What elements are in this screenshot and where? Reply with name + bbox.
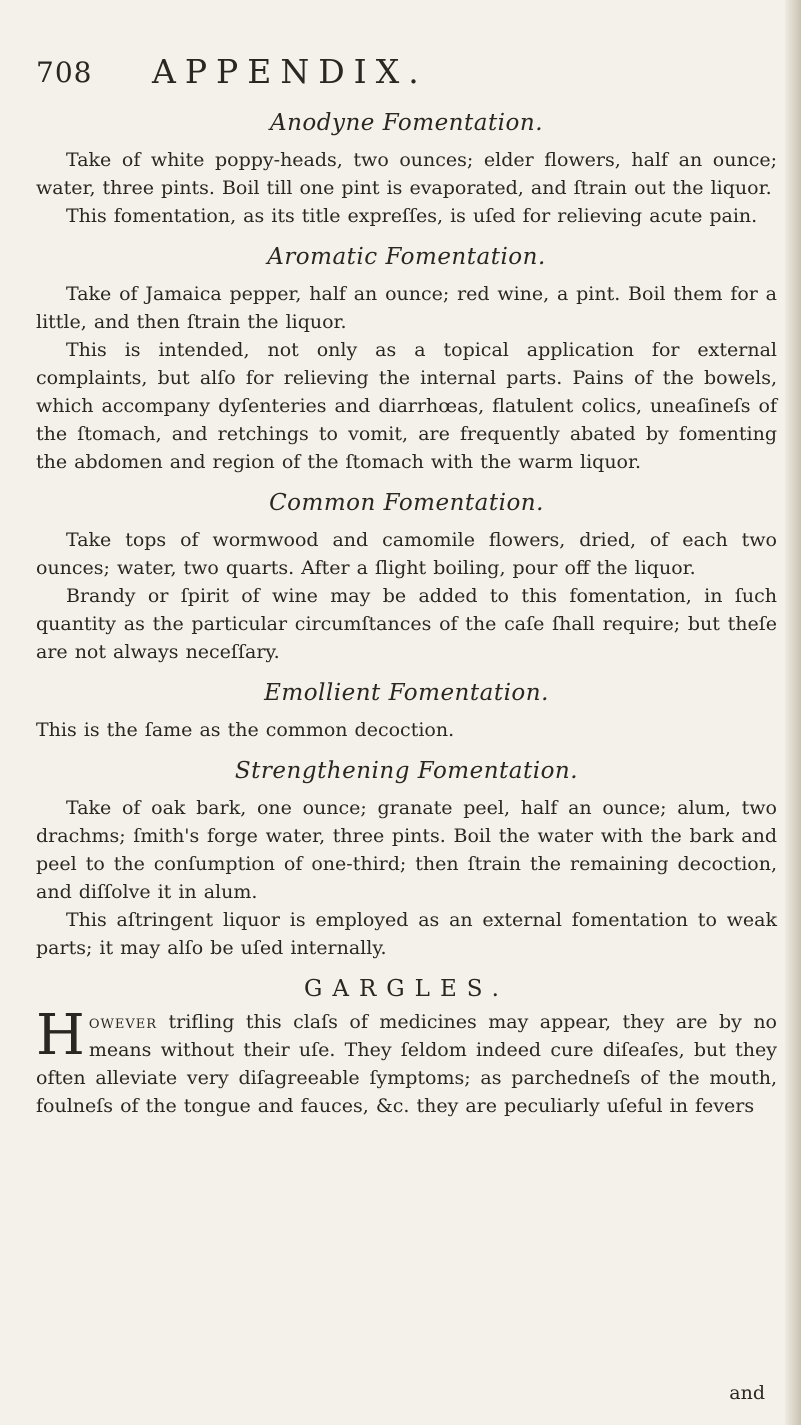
paragraph: This aſtringent liquor is employed as an external fomentation to weak parts; it may alſo be uſed internally. (36, 909, 777, 959)
section-aromatic-fomentation (36, 244, 777, 476)
catchword: and (729, 1382, 765, 1404)
paragraph: Take of Jamaica pepper, half an ounce; red wine, a pint. Boil them for a little, and then ſtrain the liquor. (36, 283, 777, 333)
section-title: Emollient Fomentation. (264, 680, 549, 706)
page-edge (785, 0, 801, 1425)
section-title: Anodyne Fomentation. (269, 110, 544, 136)
paragraph: This fomentation, as its title expreſſes, is uſed for relieving acute pain. (66, 205, 758, 227)
drop-cap: H (36, 1003, 85, 1068)
chapter-heading: GARGLES. (304, 976, 509, 1002)
page-number: 708 (36, 56, 93, 89)
page-header (36, 52, 777, 92)
section-emollient-fomentation (36, 680, 777, 744)
paragraph: This is the ſame as the common decoction. (36, 719, 455, 741)
paragraph: Take of oak bark, one ounce; granate peel, half an ounce; alum, two drachms; ſmith's forge water, three pints. Boil the water with the bark and peel to the conſumption of one-third; then ſtrain the remaining decoction, and diſſolve it in alum. (36, 797, 777, 903)
section-title: Strengthening Fomentation. (234, 758, 579, 784)
paragraph-text: trifling this claſs of medicines may appear, they are by no means without their uſe. They ſeldom indeed cure diſeaſes, but they often alleviate very diſagreeable ſymptoms; as parchedneſs of the mouth, foulneſs of the tongue and fauces, &c. they are peculiarly uſeful in fevers (36, 1011, 777, 1117)
section-gargles (36, 976, 777, 1120)
section-title: Common Fomentation. (269, 490, 544, 516)
section-strengthening-fomentation (36, 758, 777, 962)
section-common-fomentation (36, 490, 777, 666)
lead-word: owever (88, 1011, 158, 1033)
paragraph: Take tops of wormwood and camomile flowers, dried, of each two ounces; water, two quarts. After a ſlight boiling, pour off the liquor. (36, 529, 777, 579)
paragraph: This is intended, not only as a topical application for external complaints, but alſo for relieving the internal parts. Pains of the bowels, which accompany dyſenteries and diarrhœas, flatulent colics, uneaſineſs of the ſtomach, and retchings to vomit, are frequently abated by fomenting the abdomen and region of the ſtomach with the warm liquor. (36, 339, 777, 473)
paragraph: Brandy or ſpirit of wine may be added to this fomentation, in ſuch quantity as the particular circumſtances of the caſe ſhall require; but theſe are not always neceſſary. (36, 585, 777, 663)
paragraph: Take of white poppy-heads, two ounces; elder flowers, half an ounce; water, three pints. Boil till one pint is evaporated, and ſtrain out the liquor. (36, 149, 777, 199)
running-head: APPENDIX. (152, 52, 428, 91)
section-title: Aromatic Fomentation. (267, 244, 546, 270)
section-anodyne-fomentation (36, 110, 777, 230)
paragraph (36, 1003, 777, 1120)
